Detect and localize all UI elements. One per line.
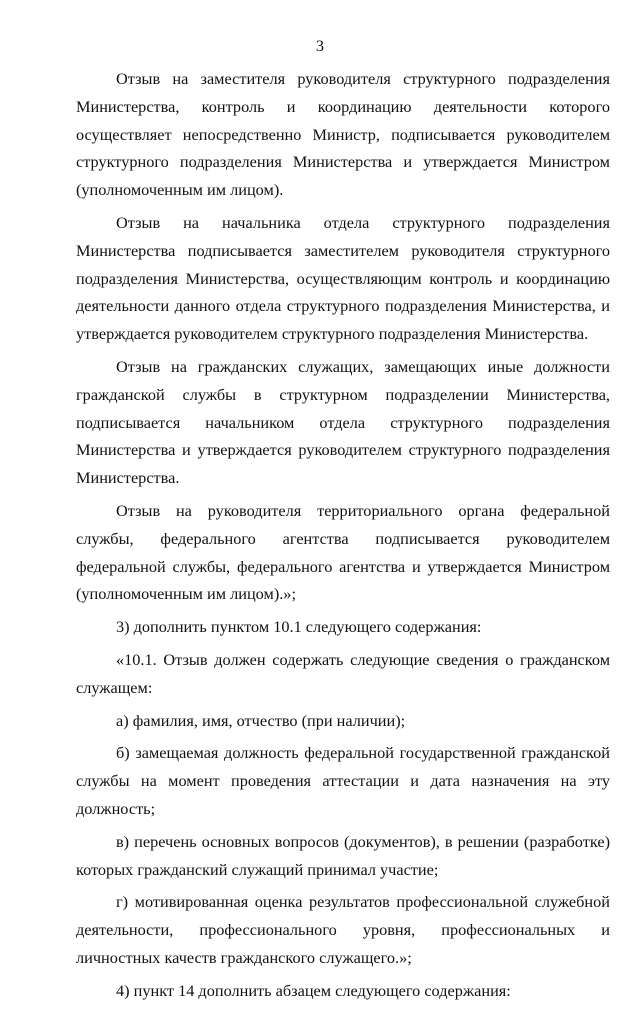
paragraph-item-4: 4) пункт 14 дополнить абзацем следующего содержания: — [116, 980, 511, 1000]
paragraph-subitem-v: в) перечень основных вопросов (документов), в решении (разработке) которых гражданский служащий принимал участие; — [76, 831, 610, 879]
paragraph-subitem-a: а) фамилия, имя, отчество (при наличии); — [116, 710, 406, 730]
document-body — [76, 65, 610, 1010]
paragraph-clause-10-1: «10.1. Отзыв должен содержать следующие сведения о гражданском служащем: — [76, 649, 610, 697]
paragraph-department-chief-review: Отзыв на начальника отдела структурного подразделения Министерства подписывается заместителем руководителя структурного подразделения Министерства, осуществляющим контроль и координацию деятельности данного отдела структурного подразделения Министерства, и утверждается руководителем структурного подразделения Министерства. — [76, 212, 610, 344]
paragraph-other-servants-review: Отзыв на гражданских служащих, замещающих иные должности гражданской службы в структурном подразделении Министерства, подписывается начальником отдела структурного подразделения Министерства и утверждается руководителем структурного подразделения Министерства. — [76, 356, 610, 488]
paragraph-subitem-b: б) замещаемая должность федеральной государственной гражданской службы на момент проведения аттестации и дата назначения на эту должность; — [76, 743, 610, 818]
paragraph-territorial-head-review: Отзыв на руководителя территориального органа федеральной службы, федерального агентства подписывается руководителем федеральной службы, федерального агентства и утверждается Министром (уполномоченным им лицом).»; — [76, 500, 610, 604]
paragraph-deputy-head-review: Отзыв на заместителя руководителя структурного подразделения Министерства, контроль и координацию деятельности которого осуществляет непосредственно Министр, подписывается руководителем структурного подразделения Министерства и утверждается Министром (уполномоченным им лицом). — [76, 69, 610, 200]
paragraph-item-3: 3) дополнить пунктом 10.1 следующего содержания: — [116, 617, 482, 637]
paragraph-subitem-g: г) мотивированная оценка результатов профессиональной служебной деятельности, профессионального уровня, профессиональных и личностных качеств гражданского служащего.»; — [76, 892, 610, 967]
page-number: 3 — [315, 36, 325, 55]
